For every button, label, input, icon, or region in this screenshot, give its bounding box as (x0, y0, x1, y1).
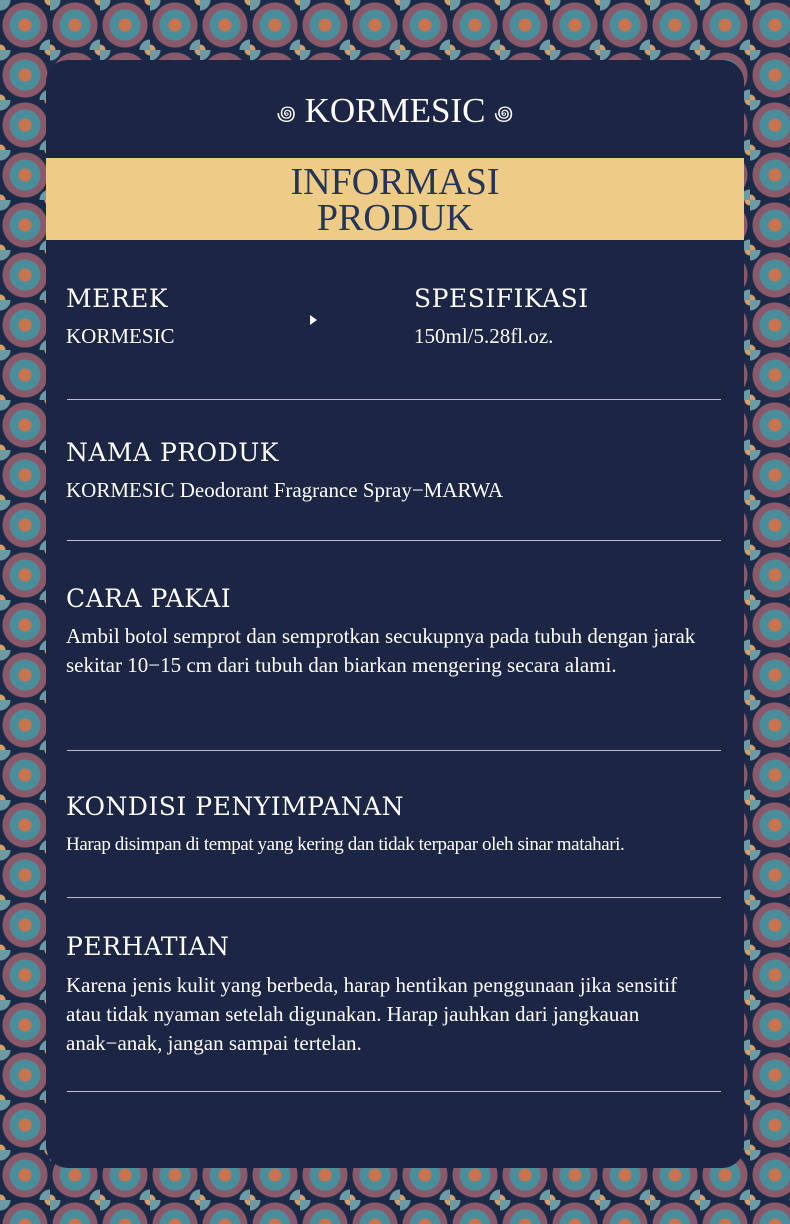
nama-produk-value: KORMESIC Deodorant Fragrance Spray−MARWA (66, 478, 504, 502)
spesifikasi-label: SPESIFIKASI (414, 284, 589, 313)
merek-value: KORMESIC (66, 324, 175, 348)
divider (67, 897, 721, 898)
play-arrow-icon (310, 315, 317, 325)
page-title: INFORMASI PRODUK (290, 161, 500, 239)
title-banner (46, 158, 744, 240)
kondisi-penyimpanan-label: KONDISI PENYIMPANAN (66, 792, 405, 821)
divider (67, 540, 721, 541)
kondisi-penyimpanan-value: Harap disimpan di tempat yang kering dan tidak terpapar oleh sinar matahari. (66, 834, 625, 855)
ornament-right-icon: ꩜ (494, 102, 514, 125)
ornament-left-icon: ꩜ (276, 102, 296, 125)
brand-name: KORMESIC (304, 91, 486, 130)
spesifikasi-value: 150ml/5.28fl.oz. (414, 324, 554, 348)
merek-label: MEREK (66, 284, 169, 313)
divider (67, 399, 721, 400)
brand-logo (46, 90, 744, 135)
divider (67, 750, 721, 751)
perhatian-value: Karena jenis kulit yang berbeda, harap hentikan penggunaan jika sensitif atau tidak nyaman setelah digunakan. Harap jauhkan dari jangkauan anak−anak, jangan sampai tertelan. (66, 973, 678, 1055)
nama-produk-label: NAMA PRODUK (66, 438, 279, 467)
product-info-card (46, 60, 744, 1168)
perhatian-label: PERHATIAN (66, 932, 230, 961)
cara-pakai-label: CARA PAKAI (66, 584, 232, 613)
cara-pakai-value: Ambil botol semprot dan semprotkan secukupnya pada tubuh dengan jarak sekitar 10−15 cm dari tubuh dan biarkan mengering secara alami. (66, 624, 696, 677)
divider (67, 1091, 721, 1092)
